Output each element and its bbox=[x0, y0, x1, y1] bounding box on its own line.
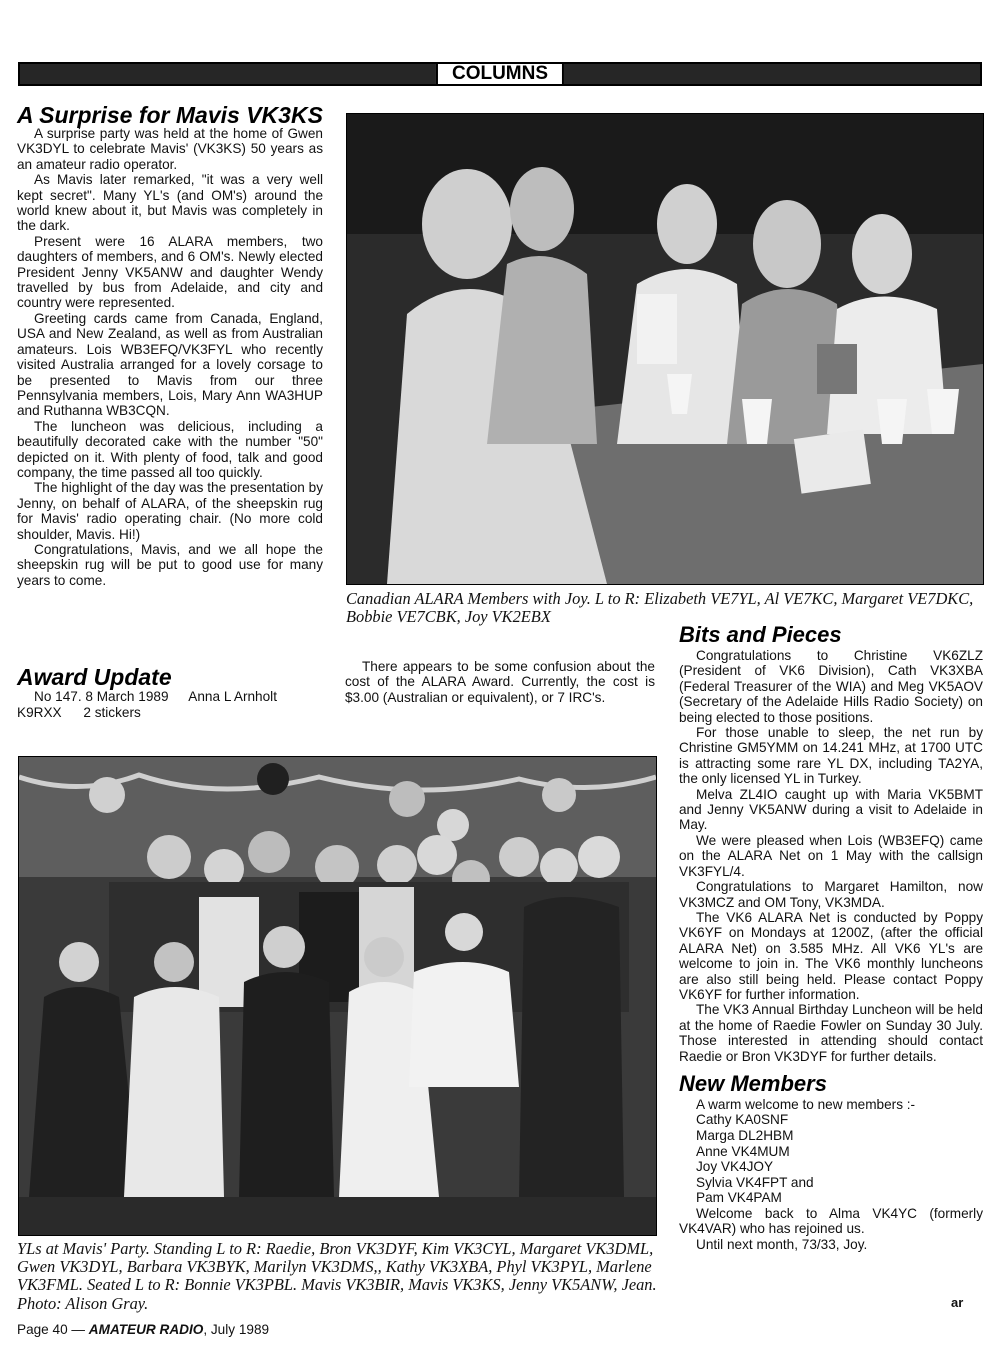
bits-body bbox=[679, 648, 983, 1064]
award-title: Award Update bbox=[17, 664, 172, 690]
paragraph: The highlight of the day was the presentation by Jenny, on behalf of ALARA, of the sheepskin rug for Mavis' radio operating chair. (No more cold shoulder, Mavis. Hi!) bbox=[17, 480, 323, 542]
award-entry bbox=[17, 705, 323, 721]
article-body bbox=[17, 126, 323, 588]
photo-image bbox=[347, 114, 983, 584]
award-callsign: K9RXX bbox=[17, 705, 62, 720]
photo-caption: Canadian ALARA Members with Joy. L to R: Elizabeth VE7YL, Al VE7KC, Margaret VE7DKC, Bobbie VE7CBK, Joy VK2EBX bbox=[346, 589, 974, 627]
award-number: No 147. 8 March 1989 bbox=[34, 689, 169, 704]
member-item: Cathy KA0SNF bbox=[696, 1112, 789, 1128]
paragraph: Congratulations, Mavis, and we all hope the sheepskin rug will be put to good use for many years to come. bbox=[17, 541, 323, 588]
publication-name: AMATEUR RADIO bbox=[88, 1322, 204, 1337]
bits-title: Bits and Pieces bbox=[679, 622, 842, 647]
member-item: Anne VK4MUM bbox=[696, 1143, 790, 1159]
photo-canadian-members bbox=[346, 113, 984, 585]
paragraph: Present were 16 ALARA members, two daughters of members, and 6 OM's. Newly elected President Jenny VK5ANW and daughter Wendy travelled by bus from Adelaide, and city and country were represented. bbox=[17, 233, 323, 311]
paragraph: A surprise party was held at the home of Gwen VK3DYL to celebrate Mavis' (VK3KS) 50 years as an amateur radio operator. bbox=[17, 126, 323, 172]
award-entry bbox=[17, 689, 323, 705]
members-intro: A warm welcome to new members :- bbox=[696, 1096, 916, 1112]
paragraph: Greeting cards came from Canada, England, USA and New Zealand, as well as from Australian amateurs. Lois WB3EFQ/VK3FYL who recently visited Australia arranged for a lovely corsage to be presented to Mavis from our three Pennsylvania members, Lois, Mary Ann WA3HUP and Ruthanna WB3CQN. bbox=[17, 310, 323, 419]
page-number: Page 40 — bbox=[17, 1322, 89, 1337]
section-banner bbox=[18, 62, 982, 86]
paragraph: The VK6 ALARA Net is conducted by Poppy VK6YF on Mondays at 1200Z, (after the official ALARA Net) on 3.585 MHz. All VK6 YL's are welcome to join in. The VK6 monthly luncheons are also still being held. Please contact Poppy VK6YF for further information. bbox=[679, 909, 983, 1002]
member-item: Sylvia VK4FPT and bbox=[696, 1174, 814, 1190]
new-members bbox=[679, 1071, 983, 1252]
award-recipient: Anna L Arnholt bbox=[188, 689, 277, 704]
paragraph: The VK3 Annual Birthday Luncheon will be held at the home of Raedie Fowler on Sunday 30 July. Those interested in attending should contact Raedie or Bron VK3DYF for further details. bbox=[679, 1002, 983, 1064]
article-surprise bbox=[17, 104, 323, 588]
signoff: Until next month, 73/33, Joy. bbox=[696, 1236, 868, 1252]
paragraph: The luncheon was delicious, including a beautifully decorated cake with the number "50" depicted on it. With plenty of food, talk and good company, the time passed all too quickly. bbox=[17, 418, 323, 480]
right-column bbox=[679, 622, 983, 1252]
paragraph: For those unable to sleep, the net run by Christine GM5YMM on 14.241 MHz, at 1700 UTC is attracting some rare YL DX, including TA2YA, the only licensed YL in Turkey. bbox=[679, 725, 983, 787]
members-welcome: Welcome back to Alma VK4YC (formerly VK4VAR) who has rejoined us. bbox=[679, 1205, 983, 1237]
member-item: Marga DL2HBM bbox=[696, 1127, 794, 1143]
member-item: Pam VK4PAM bbox=[696, 1190, 782, 1206]
paragraph: Congratulations to Christine VK6ZLZ (President of VK6 Division), Cath VK3XBA (Federal Treasurer of the WIA) and Meg VK5AOV (Secretary of the Adelaide Hills Radio Society) on being elected to those positions. bbox=[679, 648, 983, 725]
issue-date: , July 1989 bbox=[203, 1322, 270, 1337]
paragraph: Melva ZL4IO caught up with Maria VK5BMT and Jenny VK5ANW during a visit to Adelaide in May. bbox=[679, 786, 983, 833]
member-item: Joy VK4JOY bbox=[696, 1159, 774, 1175]
section-title: COLUMNS bbox=[436, 64, 564, 84]
paragraph: We were pleased when Lois (WB3EFQ) came on the ALARA Net on 1 May with the callsign VK3FYL/4. bbox=[679, 832, 983, 879]
paragraph: There appears to be some confusion about the cost of the ALARA Award. Currently, the cost is $3.00 (Australian or equivalent), or 7 IRC's. bbox=[345, 659, 655, 705]
photo-image bbox=[19, 757, 656, 1235]
article-title: A Surprise for Mavis VK3KS bbox=[17, 102, 323, 128]
award-cost-note bbox=[345, 659, 655, 705]
award-stickers: 2 stickers bbox=[83, 705, 141, 720]
page-footer bbox=[17, 1322, 269, 1337]
photo-party-group bbox=[18, 756, 657, 1236]
end-mark: ar bbox=[951, 1295, 964, 1310]
award-update bbox=[17, 665, 323, 721]
paragraph: As Mavis later remarked, "it was a very well kept secret". Many YL's (and OM's) around the world knew about it, but Mavis was completely in the dark. bbox=[17, 172, 323, 234]
paragraph: Congratulations to Margaret Hamilton, now VK3MCZ and OM Tony, VK3MDA. bbox=[679, 879, 983, 910]
members-title: New Members bbox=[679, 1070, 827, 1096]
photo-caption: YLs at Mavis' Party. Standing L to R: Raedie, Bron VK3DYF, Kim VK3CYL, Margaret VK3DML, Gwen VK3DYL, Barbara VK3BYK, Marilyn VK3DMS,, Kathy VK3XBA, Phyl VK3PYL, Marlene VK3FML. Seated L to R: Bonnie VK3PBL. Mavis VK3BIR, Mavis VK3KS, Jenny VK5ANW, Jean. Photo: Alison Gray. bbox=[17, 1239, 657, 1313]
